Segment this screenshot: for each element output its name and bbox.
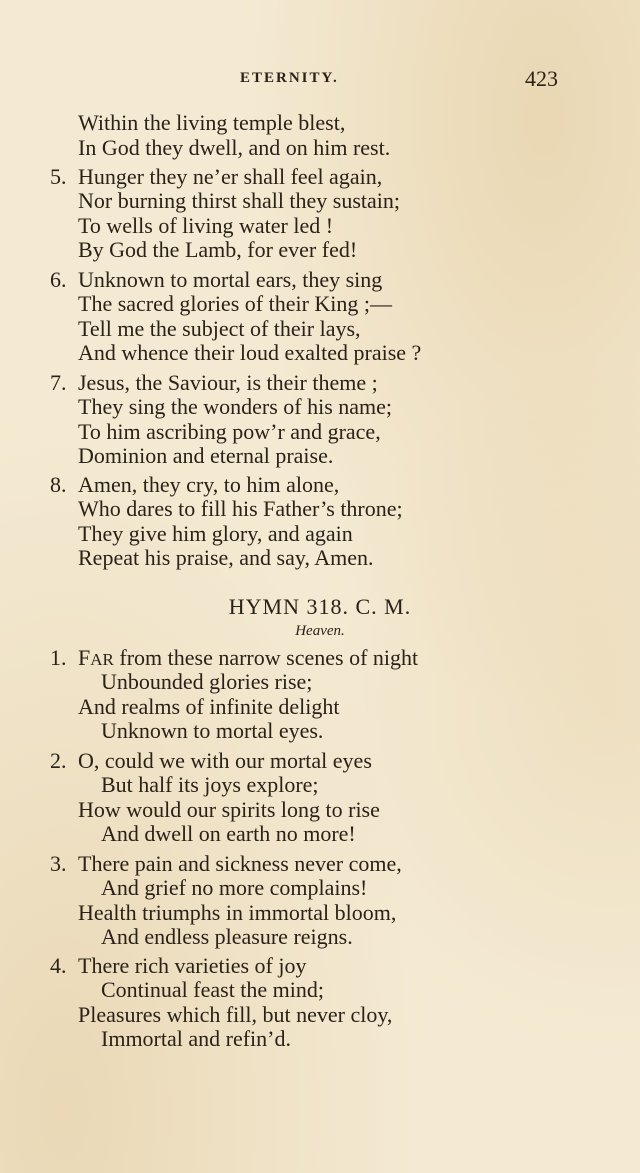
stanza-line: Immortal and refin’d. xyxy=(101,1026,291,1051)
stanza-line: And grief no more complains! xyxy=(101,875,368,900)
stanza-line: Nor burning thirst shall they sustain; xyxy=(78,188,401,213)
stanza-number: 8. xyxy=(50,472,67,497)
stanza-line: But half its joys explore; xyxy=(101,772,319,797)
running-head xyxy=(0,66,640,96)
stanza-line: To him ascribing pow’r and grace, xyxy=(78,419,381,444)
stanza-line: Unknown to mortal eyes. xyxy=(101,718,324,743)
stanza-number: 6. xyxy=(50,267,67,292)
stanza-line: Tell me the subject of their lays, xyxy=(78,316,361,341)
stanza-line: Continual feast the mind; xyxy=(101,977,325,1002)
stanza-line: Amen, they cry, to him alone, xyxy=(78,472,340,497)
continued-line-1: Within the living temple blest, xyxy=(78,110,346,135)
stanza-number: 1. xyxy=(50,645,67,670)
stanza-line: There pain and sickness never come, xyxy=(78,851,402,876)
first-word-smallcaps: AR xyxy=(90,650,114,669)
stanza-line: Repeat his praise, and say, Amen. xyxy=(78,545,374,570)
stanza-number: 4. xyxy=(50,953,67,978)
stanza-line: By God the Lamb, for ever fed! xyxy=(78,237,358,262)
continued-line-2: In God they dwell, and on him rest. xyxy=(78,135,391,160)
stanza-line: And endless pleasure reigns. xyxy=(101,924,353,949)
stanza-line: The sacred glories of their King ;— xyxy=(78,291,393,316)
stanza-line: Who dares to fill his Father’s throne; xyxy=(78,496,403,521)
page-number: 423 xyxy=(525,66,558,91)
hymn-heading: HYMN 318. C. M. xyxy=(228,594,412,619)
stanza-line: Hunger they ne’er shall feel again, xyxy=(78,164,383,189)
stanza-line: Dominion and eternal praise. xyxy=(78,443,334,468)
stanza-line: How would our spirits long to rise xyxy=(78,797,380,822)
stanza-line: They give him glory, and again xyxy=(78,521,353,546)
first-line-rest: from these narrow scenes of night xyxy=(113,645,419,670)
stanza-number: 5. xyxy=(50,164,67,189)
stanza-line: Jesus, the Saviour, is their theme ; xyxy=(78,370,378,395)
stanza-number: 7. xyxy=(50,370,67,395)
stanza-number: 2. xyxy=(50,748,67,773)
stanza-line: To wells of living water led ! xyxy=(78,213,334,238)
stanza-line: And dwell on earth no more! xyxy=(101,821,356,846)
stanza-line: There rich varieties of joy xyxy=(78,953,307,978)
stanza-line: Health triumphs in immortal bloom, xyxy=(78,900,397,925)
running-title: ETERNITY. xyxy=(240,70,339,86)
drop-initial: F xyxy=(78,645,91,670)
stanza-line: And realms of infinite delight xyxy=(78,694,340,719)
stanza-line: Unknown to mortal ears, they sing xyxy=(78,267,383,292)
stanza-number: 3. xyxy=(50,851,67,876)
stanza-line: They sing the wonders of his name; xyxy=(78,394,393,419)
hymn-subtitle: Heaven. xyxy=(295,623,345,639)
stanza-line: O, could we with our mortal eyes xyxy=(78,748,372,773)
stanza-line: Pleasures which fill, but never cloy, xyxy=(78,1002,393,1027)
stanza-line: And whence their loud exalted praise ? xyxy=(78,340,422,365)
stanza-line: Unbounded glories rise; xyxy=(101,669,313,694)
